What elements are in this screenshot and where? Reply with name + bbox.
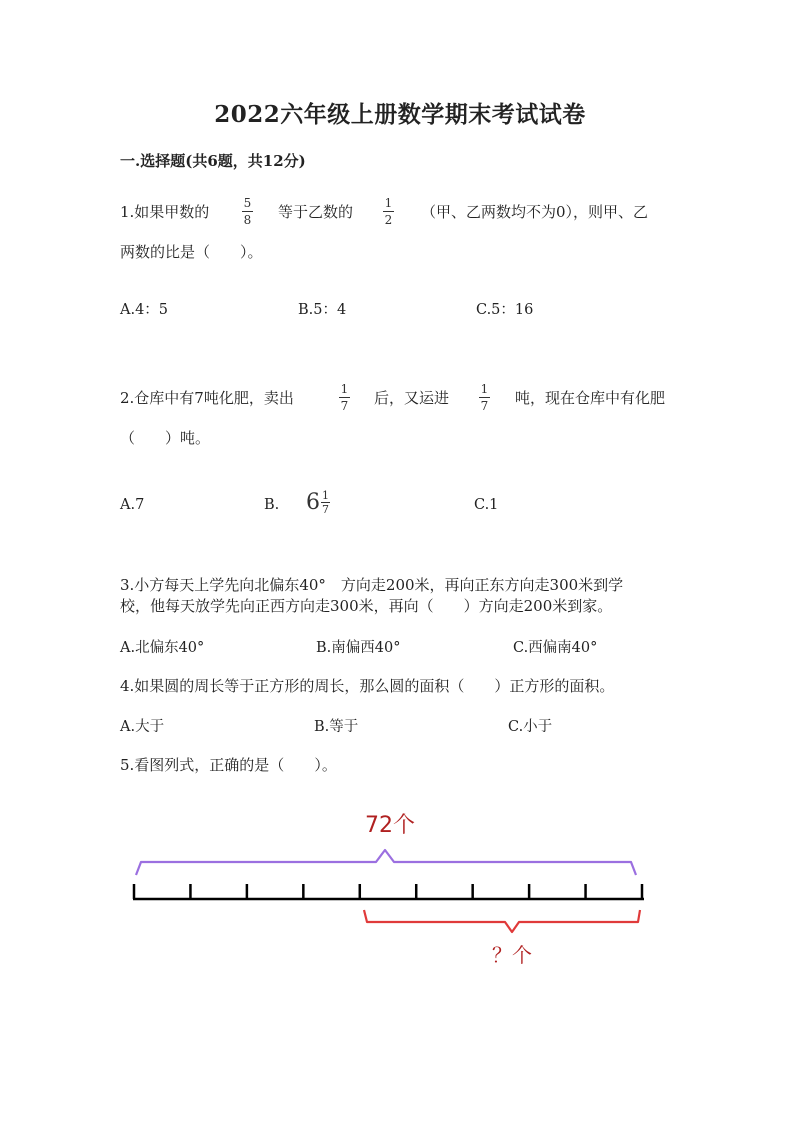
q2-option-b-label[interactable]: B. xyxy=(264,497,280,513)
fraction-denominator: 8 xyxy=(243,213,252,227)
q1-option-c[interactable]: C.5：16 xyxy=(476,302,534,318)
q2-text-a: 2.仓库中有7吨化肥，卖出 xyxy=(120,389,294,407)
q2-option-a[interactable]: A.7 xyxy=(120,497,145,513)
q1-text-line2: 两数的比是（ ）。 xyxy=(120,243,263,261)
q2-option-c[interactable]: C.1 xyxy=(474,497,499,513)
q1-option-a[interactable]: A.4：5 xyxy=(120,302,169,318)
q4-text-line1: 4.如果圆的周长等于正方形的周长，那么圆的面积（ ）正方形的面积。 xyxy=(120,677,615,695)
diagram-top-brace xyxy=(136,850,636,875)
q2-text-c: 吨，现在仓库中有化肥 xyxy=(515,389,666,407)
fraction-numerator: 1 xyxy=(480,382,489,396)
q3-text-line2: 校，他每天放学先向正西方向走300米，再向（ ）方向走200米到家。 xyxy=(120,597,613,615)
q1-text-b: 等于乙数的 xyxy=(278,203,354,221)
fraction-numerator: 5 xyxy=(243,196,252,210)
fraction-numerator: 1 xyxy=(340,382,349,396)
q4-option-b[interactable]: B.等于 xyxy=(314,719,359,735)
section-heading: 一.选择题(共6题，共12分) xyxy=(120,152,306,170)
q4-option-a[interactable]: A.大于 xyxy=(120,719,165,735)
fraction-denominator: 7 xyxy=(322,503,329,516)
q1-text-a: 1.如果甲数的 xyxy=(120,203,210,221)
diagram-top-label: 72个 xyxy=(365,813,415,838)
fraction-denominator: 7 xyxy=(340,399,349,413)
q3-option-a[interactable]: A.北偏东40° xyxy=(120,640,205,656)
mixed-whole: 6 xyxy=(306,490,320,515)
diagram-bottom-brace xyxy=(364,910,640,932)
diagram-bottom-label: ？个 xyxy=(492,943,532,967)
q5-text-line1: 5.看图列式，正确的是（ ）。 xyxy=(120,756,337,774)
fraction-numerator: 1 xyxy=(384,196,393,210)
q3-option-b[interactable]: B.南偏西40° xyxy=(316,640,401,656)
fraction-numerator: 1 xyxy=(322,489,329,502)
q2-text-b: 后，又运进 xyxy=(374,389,450,407)
q4-option-c[interactable]: C.小于 xyxy=(508,719,553,735)
q1-option-b[interactable]: B.5：4 xyxy=(298,302,347,318)
diagram-ticks xyxy=(134,884,642,899)
q3-option-c[interactable]: C.西偏南40° xyxy=(513,640,598,656)
q2-text-line2: （ ）吨。 xyxy=(120,429,211,447)
fraction-denominator: 7 xyxy=(480,399,489,413)
fraction-denominator: 2 xyxy=(384,213,393,227)
page-title: 2022六年级上册数学期末考试试卷 xyxy=(214,101,586,128)
q1-text-c: （甲、乙两数均不为0），则甲、乙 xyxy=(421,203,649,221)
q3-text-line1: 3.小方每天上学先向北偏东40° 方向走200米，再向正东方向走300米到学 xyxy=(120,576,624,594)
